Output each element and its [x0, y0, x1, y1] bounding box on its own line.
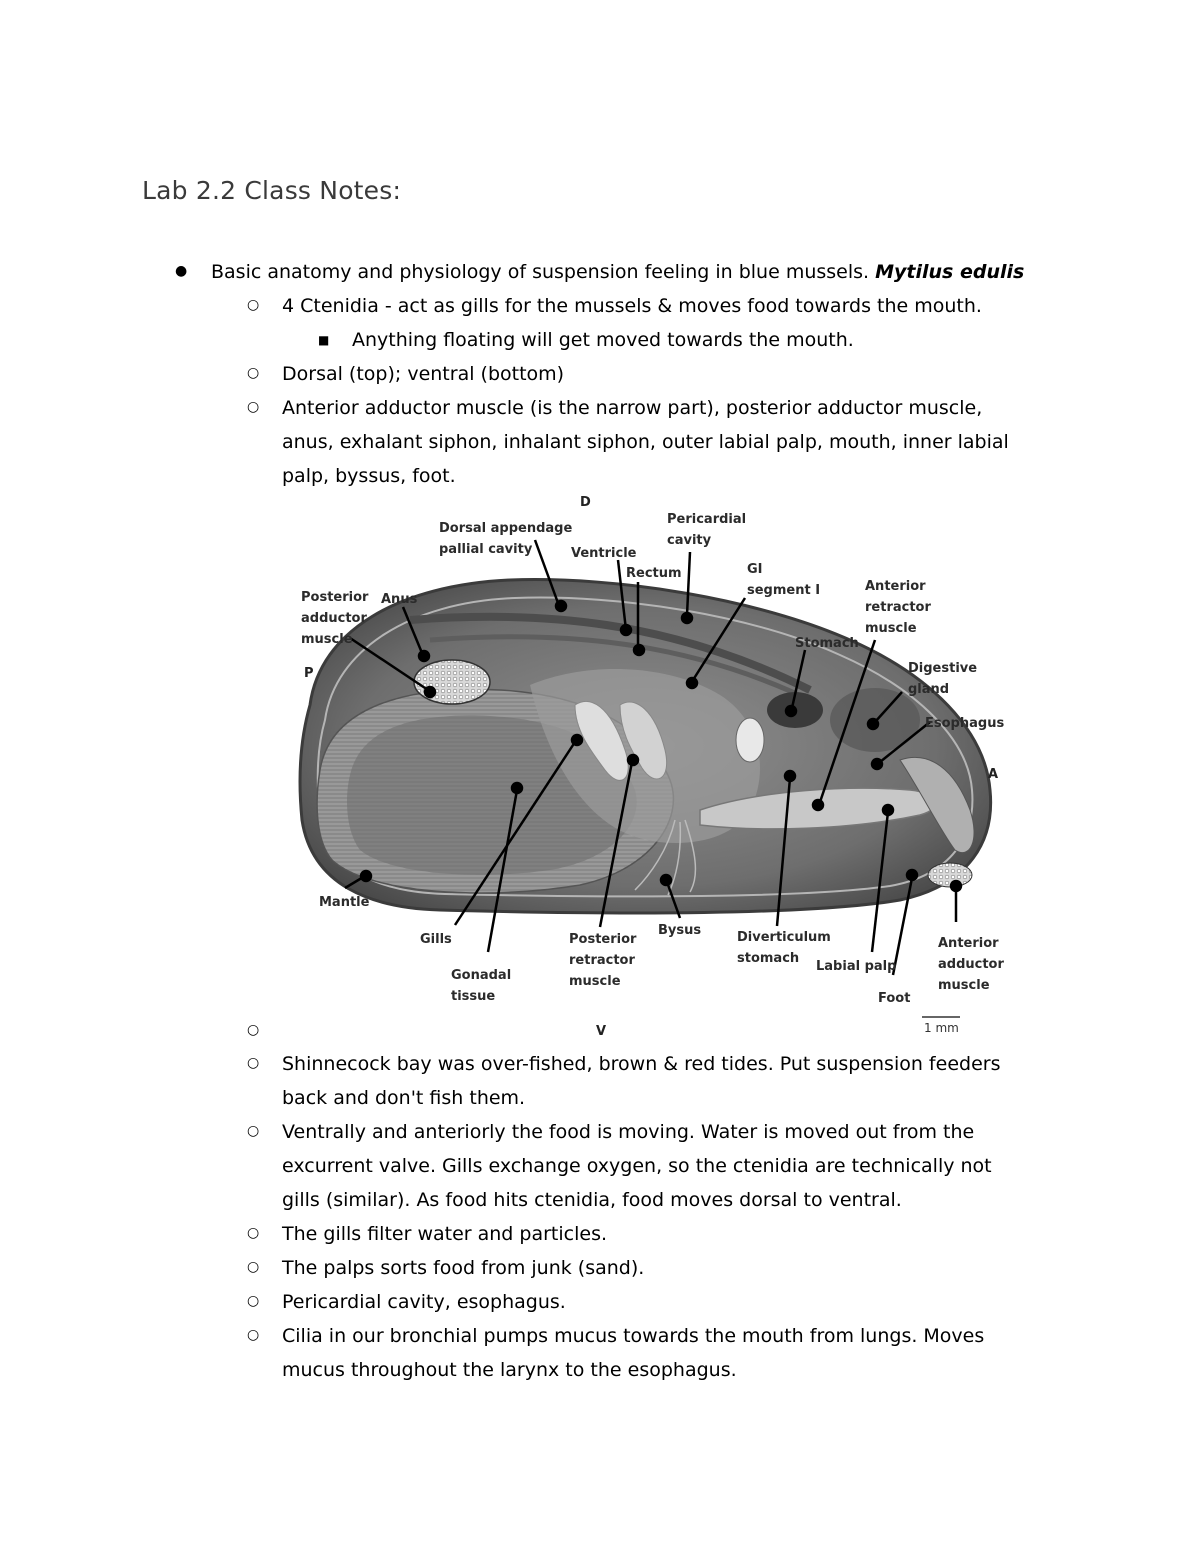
- label-gonadal-2: tissue: [451, 989, 496, 1004]
- anterior-adductor-shape: [928, 863, 972, 887]
- label-esophagus: Esophagus: [925, 716, 1005, 731]
- label-anterior-adductor-2: adductor: [938, 957, 1004, 972]
- note-line-5c: palp, byssus, foot.: [282, 465, 456, 487]
- label-rectum: Rectum: [626, 566, 682, 581]
- note-line-7c: gills (similar). As food hits ctenidia, food moves dorsal to ventral.: [282, 1189, 902, 1211]
- note-line-5a: Anterior adductor muscle (is the narrow part), posterior adductor muscle,: [282, 397, 983, 419]
- bullet-circle: ○: [247, 297, 260, 313]
- note-line-11a: Cilia in our bronchial pumps mucus towards the mouth from lungs. Moves: [282, 1325, 985, 1347]
- note-text: Basic anatomy and physiology of suspension feeling in blue mussels.: [211, 261, 876, 283]
- bullet-circle: ○: [247, 1327, 260, 1343]
- label-posterior-adductor-2: adductor: [301, 611, 367, 626]
- label-anterior-retractor-1: Anterior: [865, 579, 926, 594]
- label-posterior-retractor-1: Posterior: [569, 932, 637, 947]
- page-title: Lab 2.2 Class Notes:: [142, 176, 402, 205]
- bullet-circle: ○: [247, 399, 260, 415]
- label-gonadal-1: Gonadal: [451, 968, 512, 983]
- bullet-circle: ○: [247, 1055, 260, 1071]
- label-posterior-retractor-3: muscle: [569, 974, 621, 989]
- label-diverticulum-1: Diverticulum: [737, 930, 831, 945]
- note-line-7b: excurrent valve. Gills exchange oxygen, so the ctenidia are technically not: [282, 1155, 992, 1177]
- bullet-disc: ●: [175, 263, 188, 279]
- label-posterior-adductor-3: muscle: [301, 632, 353, 647]
- posterior-adductor-shape: [414, 660, 490, 704]
- label-gills: Gills: [420, 932, 452, 947]
- crystalline-style: [736, 718, 764, 762]
- note-line-6b: back and don't fish them.: [282, 1087, 526, 1109]
- species-name: Mytilus edulis: [875, 261, 1025, 283]
- note-line-11b: mucus throughout the larynx to the esophagus.: [282, 1359, 737, 1381]
- bullet-circle: ○: [247, 1225, 260, 1241]
- label-pericardial-2: cavity: [667, 533, 712, 548]
- axis-anterior: A: [988, 767, 999, 782]
- label-diverticulum-2: stomach: [737, 951, 800, 966]
- note-line-10: Pericardial cavity, esophagus.: [282, 1291, 566, 1313]
- axis-dorsal: D: [580, 495, 591, 510]
- label-mantle: Mantle: [319, 895, 370, 910]
- axis-ventral: V: [596, 1024, 607, 1039]
- label-posterior-adductor-1: Posterior: [301, 590, 369, 605]
- bullet-square: ■: [318, 333, 330, 347]
- note-line-4: Dorsal (top); ventral (bottom): [282, 363, 565, 385]
- label-anterior-adductor-1: Anterior: [938, 936, 999, 951]
- note-line-9: The palps sorts food from junk (sand).: [282, 1257, 645, 1279]
- note-line-1: [211, 255, 1024, 289]
- label-anterior-retractor-2: retractor: [865, 600, 931, 615]
- note-line-8: The gills filter water and particles.: [282, 1223, 608, 1245]
- label-anterior-adductor-3: muscle: [938, 978, 990, 993]
- scale-label: 1 mm: [924, 1021, 959, 1035]
- label-stomach: Stomach: [795, 636, 859, 651]
- axis-posterior: P: [304, 666, 314, 681]
- label-anterior-retractor-3: muscle: [865, 621, 917, 636]
- label-posterior-retractor-2: retractor: [569, 953, 635, 968]
- label-foot: Foot: [878, 991, 911, 1006]
- label-dorsal-appendage-1: Dorsal appendage: [439, 521, 573, 536]
- mussel-anatomy-diagram: [290, 490, 1010, 1039]
- bullet-circle-empty: ○: [247, 1022, 260, 1038]
- label-gi-1: GI: [747, 562, 763, 577]
- label-pericardial-1: Pericardial: [667, 512, 747, 527]
- bullet-circle: ○: [247, 1293, 260, 1309]
- bullet-circle: ○: [247, 365, 260, 381]
- label-gi-2: segment I: [747, 583, 821, 598]
- label-bysus: Bysus: [658, 923, 702, 938]
- label-digestive-gland-1: Digestive: [908, 661, 978, 676]
- bullet-circle: ○: [247, 1123, 260, 1139]
- bullet-circle: ○: [247, 1259, 260, 1275]
- note-line-5b: anus, exhalant siphon, inhalant siphon, outer labial palp, mouth, inner labial: [282, 431, 1009, 453]
- label-digestive-gland-2: gland: [908, 682, 950, 697]
- label-ventricle: Ventricle: [571, 546, 637, 561]
- label-anus: Anus: [381, 592, 418, 607]
- label-labial-palp: Labial palp: [816, 959, 897, 974]
- note-line-3: Anything floating will get moved towards the mouth.: [352, 329, 854, 351]
- label-dorsal-appendage-2: pallial cavity: [439, 542, 533, 557]
- note-line-2: 4 Ctenidia - act as gills for the mussels & moves food towards the mouth.: [282, 295, 982, 317]
- note-line-7a: Ventrally and anteriorly the food is moving. Water is moved out from the: [282, 1121, 975, 1143]
- note-line-6a: Shinnecock bay was over-fished, brown & red tides. Put suspension feeders: [282, 1053, 1001, 1075]
